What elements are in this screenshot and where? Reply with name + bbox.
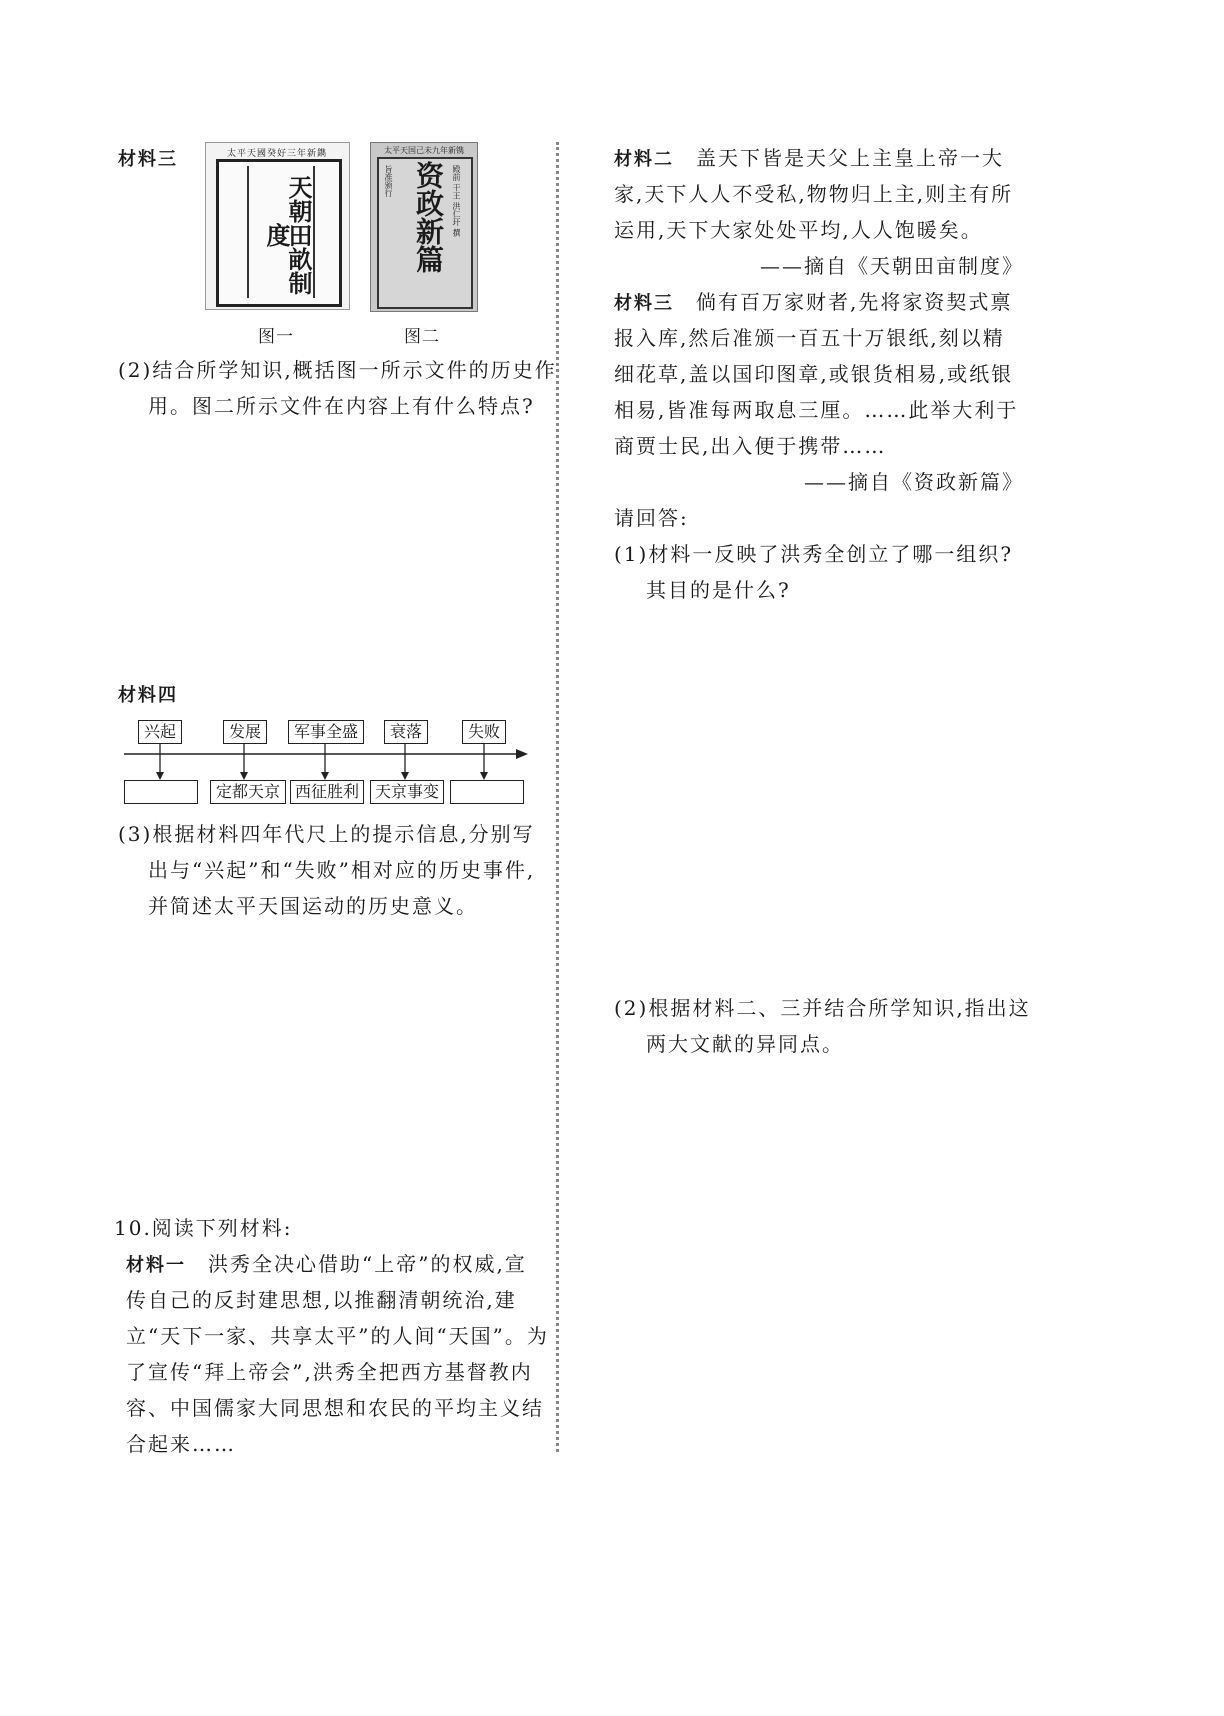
- answer-prompt: 请回答:: [614, 506, 689, 530]
- figure-1-image: [205, 142, 350, 310]
- material-4-label: 材料四: [118, 685, 178, 706]
- figure-2-side-line-2: 殿前 干王 洪仁玕 撰: [452, 165, 461, 237]
- material-2-line-2: 家,天下人人不受私,物物归上主,则主有所: [614, 182, 1014, 206]
- figure-2-header: 太平天国己未九年新镌: [384, 146, 464, 155]
- figure-2-image: [370, 142, 478, 312]
- question-3-line-2: 出与“兴起”和“失败”相对应的历史事件,: [148, 858, 536, 882]
- material-3-source: ——摘自《资政新篇》: [804, 470, 1024, 494]
- timeline-arrowhead: [516, 749, 528, 759]
- timeline-top-failure: 失败: [462, 720, 506, 744]
- material-1-line-3: 立“天下一家、共享太平”的人间“天国”。为: [126, 1324, 549, 1348]
- material-3-line-5: 商贾士民,出入便于携带……: [614, 434, 887, 458]
- question-10-title: 10.阅读下列材料:: [114, 1216, 293, 1240]
- material-1-line-5: 容、中国儒家大同思想和农民的平均主义结: [126, 1396, 544, 1420]
- timeline-top-military-peak: 军事全盛: [288, 720, 364, 744]
- timeline-arrow-tips: [156, 772, 488, 780]
- material-1-line-6: 合起来……: [126, 1432, 236, 1456]
- figure-2-frame: [377, 157, 473, 309]
- material-2-line-3: 运用,天下大家处处平均,人人饱暖矣。: [614, 218, 983, 242]
- material-1-label: 材料一: [126, 1255, 186, 1276]
- material-1-line-4: 了宣传“拜上帝会”,洪秀全把西方基督教内: [126, 1360, 533, 1384]
- timeline-top-rise: 兴起: [138, 720, 182, 744]
- question-2-line-2: 用。图二所示文件在内容上有什么特点?: [148, 394, 535, 418]
- timeline-top-development: 发展: [223, 720, 267, 744]
- timeline-bottom-tianjing-incident: 天京事变: [370, 780, 444, 804]
- figure-1-header: 太平天國癸好三年新鐫: [226, 149, 327, 159]
- figure-1-caption: 图一: [258, 327, 294, 347]
- column-divider: [556, 142, 559, 1452]
- figure-2-title: 资政新篇: [412, 161, 445, 273]
- material-3-line-1: 倘有百万家财者,先将家资契式禀: [696, 290, 1013, 314]
- material-1-line-2: 传自己的反封建思想,以推翻清朝统治,建: [126, 1288, 517, 1312]
- question-3-line-3: 并简述太平天国运动的历史意义。: [148, 894, 478, 918]
- figure-2-caption: 图二: [404, 327, 440, 347]
- figure-2-side-line-1: 旨准颁行: [384, 165, 393, 197]
- right-question-2-line-2: 两大文献的异同点。: [646, 1032, 844, 1056]
- material-3-label: 材料三: [118, 149, 178, 170]
- material-3-right-label: 材料三: [614, 293, 674, 314]
- right-question-1-line-2: 其目的是什么?: [646, 578, 791, 602]
- timeline-bottom-blank-2: [450, 780, 524, 804]
- timeline-top-decline: 衰落: [384, 720, 428, 744]
- right-question-1-line-1: (1)材料一反映了洪秀全创立了哪一组织?: [614, 542, 1014, 566]
- question-2-line-1: (2)结合所学知识,概括图一所示文件的历史作: [118, 358, 557, 382]
- right-question-2-line-1: (2)根据材料二、三并结合所学知识,指出这: [614, 996, 1031, 1020]
- material-3-line-4: 相易,皆准每两取息三厘。……此举大利于: [614, 398, 1019, 422]
- figure-1-frame: [216, 159, 342, 307]
- timeline-bottom-capital: 定都天京: [210, 780, 286, 804]
- timeline-bottom-blank-1: [124, 780, 198, 804]
- timeline-connectors: [160, 742, 484, 776]
- material-3-line-3: 细花草,盖以国印图章,或银货相易,或纸银: [614, 362, 1014, 386]
- figure-1-title: 天朝田畝制度: [262, 175, 313, 295]
- question-3-line-1: (3)根据材料四年代尺上的提示信息,分别写: [118, 822, 535, 846]
- timeline-bottom-western-campaign: 西征胜利: [290, 780, 364, 804]
- material-1-line-1: 洪秀全决心借助“上帝”的权威,宣: [208, 1252, 527, 1276]
- material-3-line-2: 报入库,然后准颁一百五十万银纸,刻以精: [614, 326, 1005, 350]
- material-2-line-1: 盖天下皆是天父上主皇上帝一大: [696, 146, 1004, 170]
- material-2-label: 材料二: [614, 149, 674, 170]
- material-2-source: ——摘自《天朝田亩制度》: [760, 254, 1024, 278]
